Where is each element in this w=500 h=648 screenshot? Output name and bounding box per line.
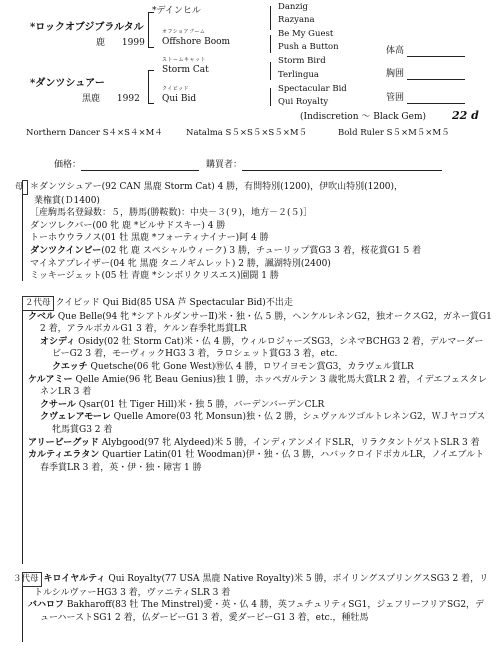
pedigree-line — [148, 70, 149, 104]
g3-entry-text: Bakharoff(83 牡 The Minstrel)愛・英・仏 4 勝，英フュチュリティSG1，ジェフリーフリアSG2，デューハーストSG1 2 着，仏ダービーG1 3 着，愛ダービーG1 3 着，etc.，種牡馬 — [40, 600, 485, 623]
inbreeding-note: (Indiscretion ～ Black Gem) — [300, 112, 426, 122]
g3-ancestor: Be My Guest — [278, 29, 334, 39]
g2-entry-text: Alybgood(97 牝 Alydeed)米 5 勝，インディアンメイドSLR，リラクタントゲストSLR 3 着 — [101, 437, 480, 448]
lot-suffix: d — [471, 109, 479, 122]
g3-ancestor: Spectacular Bid — [278, 84, 347, 94]
dam-year: 1992 — [116, 94, 140, 104]
cross-pattern: S４×S４×M４ — [102, 128, 163, 138]
height-line — [407, 46, 465, 57]
sire-sire-name: デインヒル — [156, 6, 201, 16]
cross-name: Northern Dancer — [26, 128, 100, 138]
sire-name-text: ロックオブジブラルタル — [35, 22, 144, 33]
g2-entry-name: クサール — [40, 399, 76, 410]
pedigree-line — [148, 47, 154, 48]
girth-label: 胸囲 — [386, 69, 405, 79]
g3-entry — [13, 572, 492, 599]
g2-entry — [22, 449, 492, 474]
sire-info — [96, 38, 145, 48]
dam-mark: * — [30, 78, 36, 89]
g2-entry-name: クヴェレアモーレ — [40, 412, 111, 423]
buyer-field — [206, 160, 442, 171]
g2-entry-name: ケルアミー — [28, 374, 73, 385]
g2-entry-text: Que Belle(94 牝 *シアトルダンサーⅡ)米・独・仏 5 勝，ヘンケルレネンG2，独オークスG2，ガネー賞G1 2 着，アラルボカルG1 3 着，ケルン春季牝馬賞LR — [40, 311, 492, 335]
dam-line: ［産駒馬名登録数：５，勝馬(勝鞍数)：中央－３(９)，地方－２(５)］ — [30, 208, 313, 219]
dam-line: ダンツレクバー(00 牝 鹿 *ビルサドスキー) 4 勝 — [30, 220, 226, 231]
cross-name: Bold Ruler — [338, 128, 384, 138]
g2-entry-text: Qelle Amie(96 牝 Beau Genius)独 1 勝，ホッペガルテン 3 歳牝馬大賞LR 2 着，イデエフェスタレネンLR 3 着 — [40, 374, 487, 398]
dam-info — [82, 94, 140, 104]
sire-mark: * — [30, 22, 36, 33]
cannon-label: 管囲 — [386, 93, 405, 103]
g2-entry — [22, 437, 492, 450]
g3-ancestor: Qui Royalty — [278, 97, 329, 107]
buyer-label: 購買者： — [206, 160, 243, 170]
g3-entry-name: バハロフ — [28, 600, 65, 611]
lot-number-value: 22 — [452, 109, 468, 122]
dam-highlight-text: (02 牝 鹿 スペシャルウィーク) 3 勝，チューリップ賞G3 3 着，桜花賞G1 5 着 — [101, 245, 422, 256]
dam-highlight-name: ダンツクインビー — [30, 245, 102, 256]
cross-pattern: S５×M５×M５ — [386, 128, 450, 138]
dam-line: マイネアプレイザー(04 牝 黒鹿 タニノギムレット) 2 勝，諷湖特別(2400) — [30, 258, 331, 269]
dam-section — [15, 180, 492, 283]
pedigree-line — [270, 6, 271, 30]
girth-line — [407, 69, 465, 80]
price-line — [81, 160, 199, 171]
dam-dam-name: Qui Bid — [162, 94, 197, 104]
g2-entry-name: クベル — [28, 311, 56, 322]
dam-name — [30, 78, 105, 90]
cross-1 — [26, 129, 163, 139]
cross-2 — [186, 129, 307, 139]
g2-entry — [22, 411, 492, 436]
dam-line: ＊ダンツシュアー(92 CAN 黒鹿 Storm Cat) 4 勝，有問特別(1200)，伊吹山特別(1200)， — [30, 182, 404, 192]
second-dam-section — [22, 296, 492, 474]
sire-sire — [152, 6, 201, 16]
g3-ancestor: Razyana — [278, 15, 315, 25]
sire-dam-ruby: オフショアブーム — [162, 29, 206, 35]
g3-entry-name: キロイヤルティ — [43, 574, 106, 584]
second-dam-label: ２代母 — [22, 296, 54, 311]
dam-name-text: ダンツシュアー — [35, 78, 105, 89]
cannon-field — [386, 93, 465, 104]
dam-section-label: 母 — [22, 180, 28, 195]
third-dam-section — [13, 572, 492, 624]
g3-entry — [22, 599, 492, 624]
pedigree-line — [270, 88, 271, 106]
dam-line: トーホウウラノス(01 牡 黒鹿 *フォーティナイナー)阿 4 勝 — [30, 233, 269, 244]
sire-sire-mark: * — [152, 6, 157, 16]
girth-field — [386, 69, 465, 80]
g3-entry-text: Qui Royalty(77 USA 黒鹿 Native Royalty)米 5 勝，ボイリングスプリングスSG3 2 着，リトルシルヴァーHG3 3 着，ヴァニティSLR 3 着 — [34, 574, 489, 598]
dam-color: 黒鹿 — [82, 94, 101, 104]
g2-entry — [22, 336, 492, 361]
g3-ancestor: Terlingua — [278, 70, 319, 80]
g2-entry-name: クエッチ — [52, 361, 88, 372]
dam-sire-name: Storm Cat — [162, 65, 209, 75]
sire-year: 1999 — [121, 38, 145, 48]
cannon-line — [407, 93, 465, 104]
g3-ancestor: Danzig — [278, 2, 308, 12]
g2-entry-name: オシディ — [40, 336, 76, 347]
g2-entry — [22, 374, 492, 399]
dam-line: 業権賞(Ｄ1400) — [34, 195, 100, 206]
g2-entry-name: アリービーグッド — [28, 437, 99, 448]
dam-line: ミッキージェット(05 牡 青鹿 *シンボリクリスエス)園闘 1 勝 — [30, 271, 279, 282]
cross-3 — [338, 129, 450, 139]
g2-entry-text: Quelle Amore(03 牝 Monsun)独・仏 2 勝，シュヴァルツゴルトレネンG2，ＷＪヤコプス牝馬賞G3 2 着 — [52, 412, 486, 435]
g2-entry — [22, 311, 492, 336]
g2-entry-name: カルティエラタン — [28, 450, 100, 461]
dam-highlight — [22, 245, 492, 258]
price-field — [54, 160, 199, 171]
g2-entry-text: Quetsche(06 牝 Gone West)㊕仏 4 勝，ロワイヨモン賞G3，カラヴェル賞LR — [90, 361, 414, 372]
g2-entry-text: Osidy(02 牡 Storm Cat)米・仏 4 勝，ウィルロジャーズSG3，シネマBCHG3 2 着，デルマーダービーG2 3 着，モーヴィックHG3 3 着，ラロシェット賞G3 3 着，etc. — [52, 336, 484, 360]
third-dam-label: ３代母 — [22, 572, 42, 587]
lot-number — [452, 110, 479, 123]
second-dam-intro: クイビッド Qui Bid(85 USA 芦 Spectacular Bid)不出走 — [55, 298, 293, 308]
cross-pattern: S５×S５×S５×M５ — [225, 128, 308, 138]
pedigree-line — [148, 103, 154, 104]
g2-entry — [22, 399, 492, 412]
dam-sire-ruby: ストームキャット — [162, 57, 207, 63]
sire-color: 鹿 — [96, 38, 106, 48]
sire-dam-name: Offshore Boom — [162, 37, 231, 47]
pedigree-line — [148, 70, 154, 71]
g3-ancestor: Storm Bird — [278, 56, 326, 66]
g2-entry — [22, 361, 492, 374]
pedigree-line — [270, 62, 271, 80]
cross-name: Natalma — [186, 128, 223, 138]
height-field — [386, 46, 465, 57]
height-label: 体高 — [386, 46, 405, 56]
pedigree-line — [270, 35, 271, 53]
g2-entry-text: Quartier Latin(01 牡 Woodman)伊・独・仏 3 勝，ハバックロイドボカルLR，ノイエブルト春季賞LR 3 着，英・伊・独・障害 1 勝 — [40, 450, 485, 473]
pedigree-line — [148, 12, 149, 48]
price-label: 価格： — [54, 160, 82, 170]
g3-ancestor: Push a Button — [278, 42, 339, 52]
g2-entry-text: Qsar(01 牡 Tiger Hill)米・独 5 勝，バーデンバーデンCLR — [78, 399, 325, 410]
buyer-line — [242, 160, 442, 171]
sire-name — [30, 22, 144, 34]
dam-dam-ruby: クイビッド — [162, 86, 190, 92]
